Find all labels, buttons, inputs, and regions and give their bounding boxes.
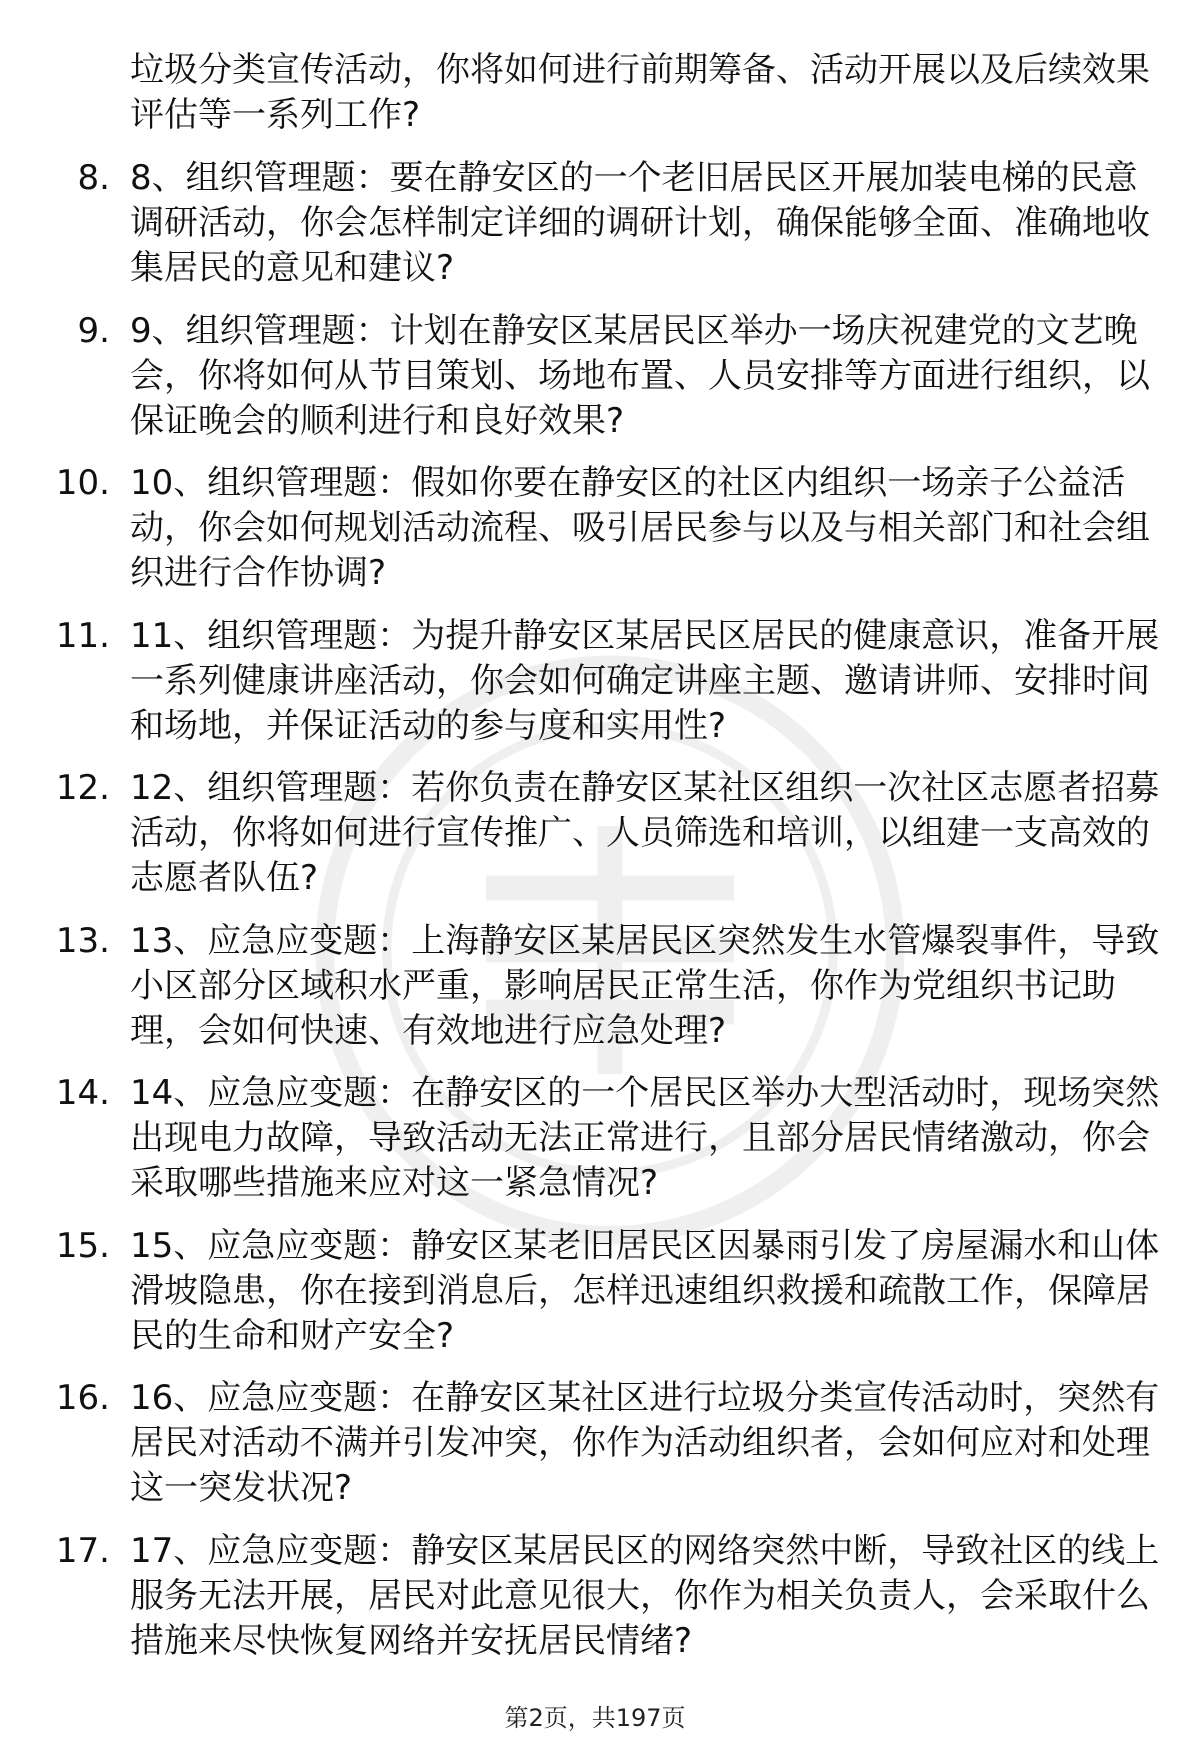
item-number: 8. [77, 158, 110, 198]
question-list [0, 156, 1190, 1681]
list-item [0, 156, 1190, 286]
item-text: 13、应急应变题：上海静安区某居民区突然发生水管爆裂事件，导致小区部分区域积水严重，影响居民正常生活，你作为党组织书记助理，会如何快速、有效地进行应急处理? [130, 920, 1160, 1051]
item-number: 12. [55, 768, 110, 808]
item-text: 12、组织管理题：若你负责在静安区某社区组织一次社区志愿者招募活动，你将如何进行宣传推广、人员筛选和培训，以组建一支高效的志愿者队伍? [130, 768, 1160, 898]
list-item [0, 461, 1190, 591]
item-text: 17、应急应变题：静安区某居民区的网络突然中断，导致社区的线上服务无法开展，居民对此意见很大，你作为相关负责人，会采取什么措施来尽快恢复网络并安抚居民情绪? [130, 1530, 1160, 1661]
continuation-paragraph: 垃圾分类宣传活动，你将如何进行前期筹备、活动开展以及后续效果评估等一系列工作? [130, 50, 1150, 135]
item-text: 14、应急应变题：在静安区的一个居民区举办大型活动时，现场突然出现电力故障，导致活动无法正常进行，且部分居民情绪激动，你会采取哪些措施来应对这一紧急情况? [130, 1073, 1160, 1203]
item-number: 13. [55, 920, 110, 961]
item-number: 17. [55, 1530, 110, 1571]
list-item [0, 1071, 1190, 1201]
list-item [0, 309, 1190, 439]
list-item [0, 766, 1190, 896]
list-item [0, 919, 1190, 1049]
list-item [0, 1224, 1190, 1354]
item-number: 11. [55, 615, 110, 656]
item-text: 11、组织管理题：为提升静安区某居民区居民的健康意识，准备开展一系列健康讲座活动，你会如何确定讲座主题、邀请讲师、安排时间和场地，并保证活动的参与度和实用性? [130, 615, 1160, 746]
list-item [0, 1376, 1190, 1506]
item-number: 16. [55, 1378, 110, 1418]
item-text: 8、组织管理题：要在静安区的一个老旧居民区开展加装电梯的民意调研活动，你会怎样制定详细的调研计划，确保能够全面、准确地收集居民的意见和建议? [130, 158, 1150, 288]
item-text: 9、组织管理题：计划在静安区某居民区举办一场庆祝建党的文艺晚会，你将如何从节目策划、场地布置、人员安排等方面进行组织，以保证晚会的顺利进行和良好效果? [130, 310, 1150, 441]
list-item [0, 1529, 1190, 1659]
item-number: 10. [55, 463, 110, 503]
item-text: 10、组织管理题：假如你要在静安区的社区内组织一场亲子公益活动，你会如何规划活动流程、吸引居民参与以及与相关部门和社会组织进行合作协调? [130, 463, 1150, 593]
item-number: 14. [55, 1073, 110, 1113]
item-number: 9. [77, 310, 110, 351]
list-item [0, 614, 1190, 744]
item-text: 15、应急应变题：静安区某老旧居民区因暴雨引发了房屋漏水和山体滑坡隐患，你在接到消息后，怎样迅速组织救援和疏散工作，保障居民的生命和财产安全? [130, 1225, 1160, 1356]
page-footer: 第2页，共197页 [504, 1704, 686, 1732]
item-number: 15. [55, 1225, 110, 1266]
item-text: 16、应急应变题：在静安区某社区进行垃圾分类宣传活动时，突然有居民对活动不满并引发冲突，你作为活动组织者，会如何应对和处理这一突发状况? [130, 1378, 1160, 1508]
